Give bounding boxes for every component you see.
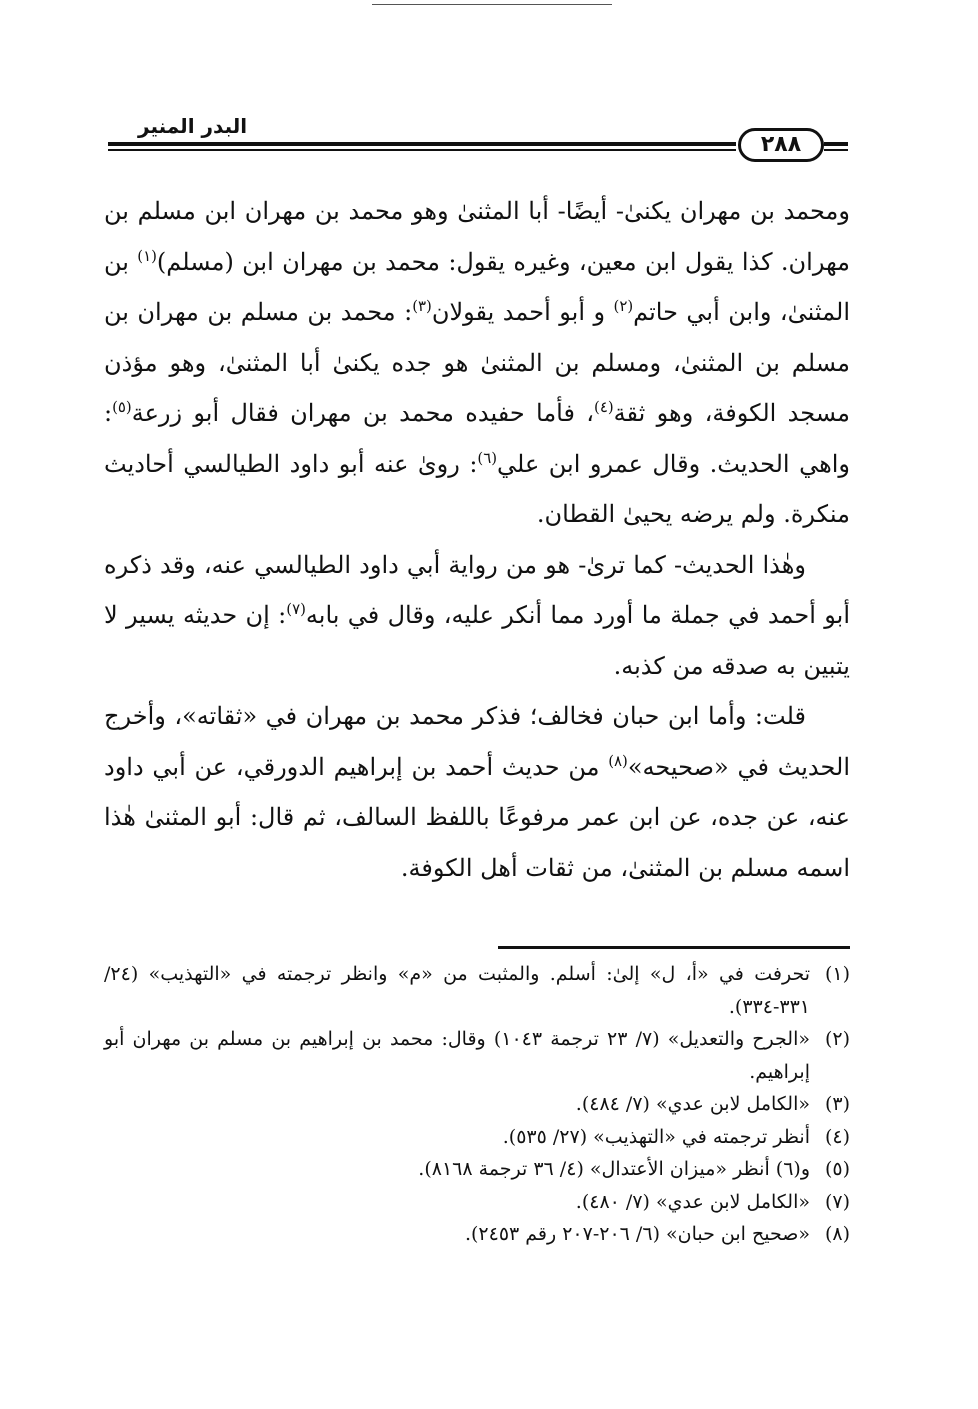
footnote-text: «الكامل لابن عدي» (٧/ ٤٨٤). xyxy=(575,1093,810,1115)
footnote-number: (٧) xyxy=(824,1190,850,1213)
header-rule xyxy=(108,142,736,146)
text-segment: من حديث أحمد بن إبراهيم الدورقي، عن أبي داود عنه، عن جده، عن ابن عمر مرفوعًا باللفظ السالف، ثم قال: أبو المثنىٰ هٰذا اسمه مسلم بن المثنىٰ، من ثقات أهل الكوفة. xyxy=(104,752,850,882)
book-title: البدر المنير xyxy=(138,114,248,138)
paragraph xyxy=(104,540,850,692)
footnote-number: (٨) xyxy=(824,1223,850,1245)
header-rule-tail xyxy=(824,142,848,146)
header-rule-thin xyxy=(108,149,736,151)
footnote-text: أنظر ترجمته في «التهذيب» (٢٧/ ٥٣٥). xyxy=(502,1125,810,1148)
text-segment: : روىٰ عنه أبو داود الطيالسي أحاديث منكرة. ولم يرضه يحيىٰ القطان. xyxy=(104,449,850,528)
footnote-ref: (٣) xyxy=(412,297,432,315)
footnote-text: «صحيح ابن حبان» (٦/ ٢٠٦-٢٠٧ رقم ٢٤٥٣). xyxy=(464,1223,810,1245)
footnote-number: (٥) xyxy=(824,1158,850,1180)
footnote xyxy=(104,1088,850,1121)
main-text xyxy=(104,186,850,893)
footnote-ref: (٦) xyxy=(477,448,498,467)
footnotes xyxy=(104,958,850,1251)
footnote-number: (٤) xyxy=(824,1125,850,1148)
text-segment: قلت: وأما ابن حبان فخالف؛ فذكر محمد بن مهران في «ثقاته»، وأخرج الحديث في «صحيحه» xyxy=(104,702,851,781)
page-header xyxy=(108,112,848,162)
footnote-ref: (١) xyxy=(137,246,157,265)
text-segment: : محمد بن مسلم بن مهران بن مسلم بن المثنىٰ، ومسلم بن المثنىٰ هو جده يكنىٰ أبا المثنىٰ، وهو مؤذن مسجد الكوفة، وهو ثقة xyxy=(104,298,851,427)
text-segment: : إن حديثه يسير لا يتبين به صدقه من كذبه. xyxy=(104,601,850,680)
footnote-divider xyxy=(498,946,850,949)
footnote-ref: (٨) xyxy=(608,751,628,770)
text-segment: وهٰذا الحديث- كما ترىٰ- هو من رواية أبي داود الطيالسي عنه، وقد ذكره أبو أحمد في جملة ما أورد مما أنكر عليه، وقال في بابه xyxy=(104,550,850,629)
footnote-ref: (٧) xyxy=(286,600,306,618)
footnote xyxy=(104,1186,850,1219)
footnote-text: تحرفت في «أ، ل» إلىٰ: أسلم. والمثبت من «م» وانظر ترجمته في «التهذيب» (٢٤/ ٣٣١-٣٣٤). xyxy=(104,963,810,1018)
text-segment: بن المثنىٰ، وابن أبي حاتم xyxy=(104,247,851,326)
footnote xyxy=(104,958,850,1023)
text-segment: و أبو أحمد يقولان xyxy=(431,298,614,326)
footnote xyxy=(104,1121,850,1154)
paragraph xyxy=(104,186,850,540)
footnote-text: و(٦) أنظر «ميزان الأعتدال» (٤/ ٣٦ ترجمة ٨١٦٨). xyxy=(418,1158,810,1180)
footnote-ref: (٤) xyxy=(594,398,614,416)
text-segment: : واهي الحديث. وقال عمرو ابن علي xyxy=(104,399,850,478)
footnote-text: «الجرح والتعديل» (٧/ ٢٣ ترجمة ١٠٤٣) وقال: محمد بن إبراهيم بن مسلم بن مهران أبو إبراهيم. xyxy=(104,1028,810,1083)
footnote xyxy=(104,1023,850,1088)
top-edge-line xyxy=(372,4,612,5)
paragraph xyxy=(104,691,850,893)
header-rule-tail-thin xyxy=(824,149,848,151)
footnote-ref: (٥) xyxy=(112,398,132,416)
footnote xyxy=(104,1153,850,1186)
footnote-ref: (٢) xyxy=(613,297,634,315)
text-segment: ومحمد بن مهران يكنىٰ- أيضًا- أبا المثنىٰ وهو محمد بن مهران ابن مسلم بن مهران. كذا يقول ابن معين، وغيره يقول: محمد بن مهران ابن (مسلم) xyxy=(104,197,850,276)
page-number: ٢٨٨ xyxy=(738,128,824,162)
footnote-number: (١) xyxy=(824,963,850,985)
footnote-number: (٢) xyxy=(824,1028,850,1050)
text-segment: ، فأما حفيده محمد بن مهران فقال أبو زرعة xyxy=(131,399,595,427)
footnote xyxy=(104,1218,850,1251)
footnote-text: «الكامل لابن عدي» (٧/ ٤٨٠). xyxy=(575,1190,810,1213)
footnote-number: (٣) xyxy=(824,1093,850,1115)
